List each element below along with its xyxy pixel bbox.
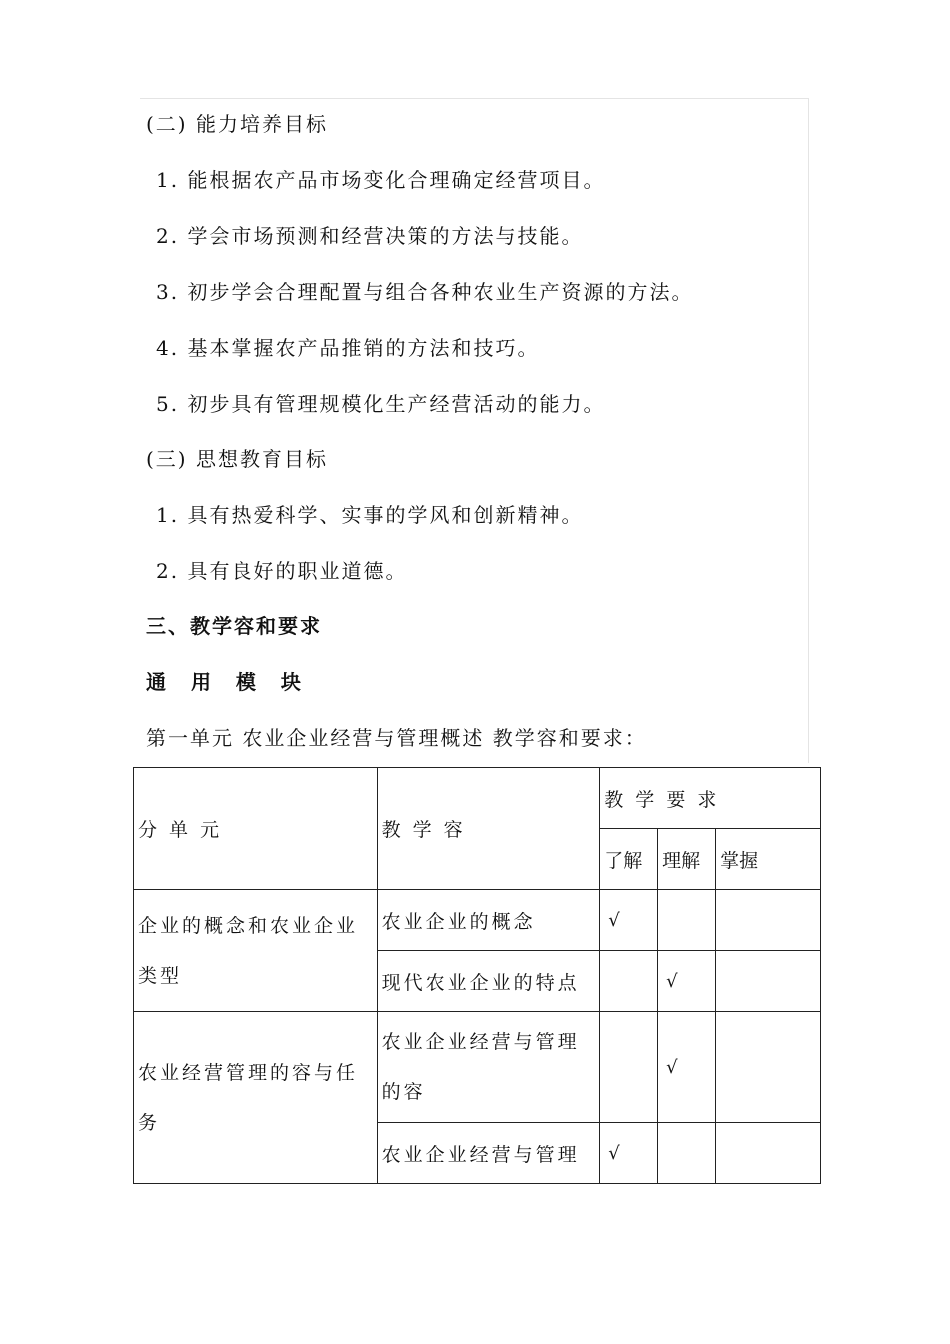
- check-mark: [716, 951, 821, 1012]
- ability-item-4: 4. 基本掌握农产品推销的方法和技巧。: [156, 336, 540, 360]
- check-mark: [716, 1012, 821, 1123]
- unit-cell: 农业经营管理的容与任务: [134, 1012, 378, 1184]
- header-content: 教 学 容: [377, 768, 600, 890]
- ability-goals-title: (二) 能力培养目标: [146, 112, 328, 136]
- check-mark: [600, 951, 658, 1012]
- check-mark: √: [658, 1012, 716, 1123]
- content-cell: 农业企业的概念: [377, 890, 600, 951]
- check-mark: √: [658, 951, 716, 1012]
- content-cell: 现代农业企业的特点: [377, 951, 600, 1012]
- table-row: [134, 890, 821, 951]
- check-mark: [658, 890, 716, 951]
- ideology-goals-title: (三) 思想教育目标: [146, 447, 328, 471]
- check-mark: [716, 1123, 821, 1184]
- requirements-table: [133, 767, 821, 1184]
- ability-item-2: 2. 学会市场预测和经营决策的方法与技能。: [156, 224, 584, 248]
- header-requirement: 教 学 要 求: [600, 768, 821, 829]
- table-row: [134, 1012, 821, 1123]
- header-unit: 分 单 元: [134, 768, 378, 890]
- unit-heading: 第一单元 农业企业经营与管理概述 教学容和要求：: [146, 726, 647, 750]
- content-cell: 农业企业经营与管理: [377, 1123, 600, 1184]
- ability-item-3: 3. 初步学会合理配置与组合各种农业生产资源的方法。: [156, 280, 694, 304]
- table-header-row: [134, 768, 821, 829]
- header-level-master: 掌握: [716, 829, 821, 890]
- ideology-item-2: 2. 具有良好的职业道德。: [156, 559, 408, 583]
- ability-item-5: 5. 初步具有管理规模化生产经营活动的能力。: [156, 392, 606, 416]
- content-heading: 三、教学容和要求: [146, 614, 322, 638]
- content-cell: 农业企业经营与管理的容: [377, 1012, 600, 1123]
- check-mark: [716, 890, 821, 951]
- header-level-understand: 了解: [600, 829, 658, 890]
- module-heading: 通 用 模 块: [146, 670, 310, 694]
- check-mark: [658, 1123, 716, 1184]
- ideology-item-1: 1. 具有热爱科学、实事的学风和创新精神。: [156, 503, 584, 527]
- check-mark: √: [600, 1123, 658, 1184]
- text-frame: [140, 98, 809, 763]
- check-mark: [600, 1012, 658, 1123]
- check-mark: √: [600, 890, 658, 951]
- header-level-comprehend: 理解: [658, 829, 716, 890]
- ability-item-1: 1. 能根据农产品市场变化合理确定经营项目。: [156, 168, 606, 192]
- unit-cell: 企业的概念和农业企业类型: [134, 890, 378, 1012]
